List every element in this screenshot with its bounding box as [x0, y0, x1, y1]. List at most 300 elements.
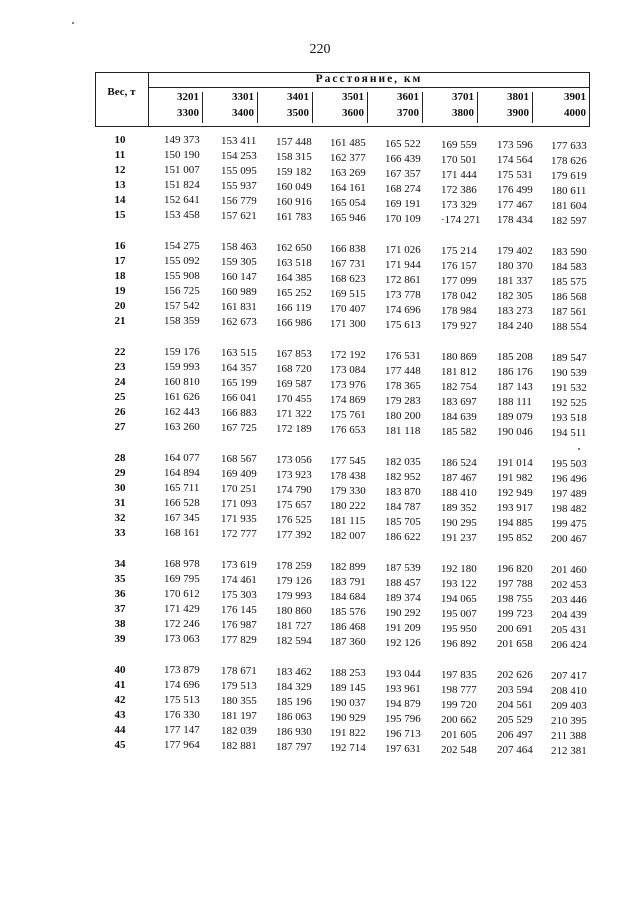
tariff-value: 186 468 — [330, 620, 366, 633]
tariff-value: 201 658 — [497, 638, 533, 651]
weight-label: 11 — [114, 149, 126, 161]
tariff-value: 178 042 — [441, 289, 477, 302]
tariff-value: 168 274 — [385, 182, 421, 195]
tariff-value: 175 214 — [441, 244, 477, 257]
tariff-value: 170 455 — [276, 392, 312, 405]
tariff-value: 189 145 — [330, 681, 366, 694]
distance-column-header — [533, 88, 590, 127]
weight-label: 27 — [114, 421, 126, 433]
tariff-value: 200 467 — [551, 533, 587, 546]
tariff-value: 182 035 — [385, 455, 421, 468]
tariff-value: 179 126 — [276, 574, 312, 587]
tariff-value: 174 790 — [276, 483, 312, 496]
weight-label: 43 — [114, 709, 126, 721]
weight-label: 39 — [114, 633, 126, 645]
tariff-value: 191 982 — [497, 472, 533, 485]
tariff-value: 173 063 — [164, 633, 200, 645]
weight-label: 31 — [114, 497, 126, 509]
tariff-value: 173 619 — [221, 558, 257, 571]
weight-label: 14 — [114, 194, 126, 206]
tariff-value: 165 946 — [330, 211, 366, 224]
distance-from: 3901 — [564, 91, 586, 103]
tariff-value: 171 026 — [385, 243, 421, 256]
weight-label: 18 — [114, 270, 126, 282]
tariff-value: 169 795 — [164, 573, 200, 585]
table-row — [0, 481, 640, 501]
distance-to: 3800 — [452, 107, 474, 119]
table-row — [0, 163, 640, 183]
tariff-value: 161 626 — [164, 391, 200, 403]
table-row — [0, 723, 640, 743]
tariff-value: 160 810 — [164, 376, 200, 388]
tariff-value: 183 273 — [497, 305, 533, 318]
scan-speck — [72, 22, 74, 24]
tariff-value: 165 054 — [330, 196, 366, 209]
table-row — [0, 148, 640, 168]
distance-to: 3500 — [287, 107, 309, 119]
tariff-value: 179 513 — [221, 679, 257, 692]
tariff-value: 171 429 — [164, 603, 200, 615]
weight-label: 25 — [114, 391, 126, 403]
tariff-value: 176 145 — [221, 603, 257, 616]
table-row — [0, 708, 640, 728]
tariff-value: 172 386 — [441, 183, 477, 196]
tariff-value: 202 626 — [497, 669, 533, 682]
distance-column-header — [148, 88, 203, 127]
tariff-value: 175 531 — [497, 169, 533, 182]
tariff-value: 168 623 — [330, 272, 366, 285]
tariff-value: 168 978 — [164, 558, 200, 570]
distance-from: 3501 — [342, 91, 364, 103]
weight-label: 35 — [114, 573, 126, 585]
weight-label: 15 — [114, 209, 126, 221]
tariff-value: 182 754 — [441, 380, 477, 393]
tariff-value: 177 448 — [385, 364, 421, 377]
weight-label: 36 — [114, 588, 126, 600]
table-row — [0, 602, 640, 622]
weight-label: 40 — [114, 664, 126, 676]
tariff-value: 153 458 — [164, 209, 200, 221]
table-row — [0, 269, 640, 289]
weight-label: 41 — [114, 679, 126, 691]
tariff-value: 169 515 — [330, 287, 366, 300]
tariff-value: 178 365 — [385, 379, 421, 392]
tariff-value: 164 357 — [221, 361, 257, 374]
tariff-value: 189 352 — [441, 501, 477, 514]
tariff-value: 160 989 — [221, 285, 257, 298]
table-row — [0, 632, 640, 652]
weight-label: 26 — [114, 406, 126, 418]
tariff-value: 204 561 — [497, 699, 533, 712]
tariff-value: 192 180 — [441, 562, 477, 575]
table-row — [0, 738, 640, 758]
tariff-value: 174 564 — [497, 154, 533, 167]
tariff-value: 185 575 — [551, 276, 587, 289]
distance-column-header — [423, 88, 478, 127]
weight-label: 13 — [114, 179, 126, 191]
tariff-value: 205 529 — [497, 714, 533, 727]
tariff-value: 181 812 — [441, 365, 477, 378]
tariff-value: 184 639 — [441, 410, 477, 423]
tariff-value: 170 501 — [441, 153, 477, 166]
tariff-value: 158 463 — [221, 240, 257, 253]
tariff-value: 171 935 — [221, 512, 257, 525]
table-row — [0, 405, 640, 425]
distance-column-header — [258, 88, 313, 127]
tariff-value: 195 950 — [441, 622, 477, 635]
tariff-value: 200 662 — [441, 713, 477, 726]
tariff-value: 192 126 — [385, 636, 421, 649]
weight-label: 38 — [114, 618, 126, 630]
tariff-value: 177 829 — [221, 633, 257, 646]
tariff-value: 151 824 — [164, 179, 200, 191]
table-row — [0, 284, 640, 304]
table-row — [0, 193, 640, 213]
tariff-value: 184 684 — [330, 590, 366, 603]
tariff-value: 156 725 — [164, 285, 200, 297]
tariff-value: 170 612 — [164, 588, 200, 600]
tariff-value: 161 783 — [276, 210, 312, 223]
tariff-value: 191 014 — [497, 457, 533, 470]
tariff-value: 186 568 — [551, 291, 587, 304]
weight-label: 32 — [114, 512, 126, 524]
tariff-value: 165 522 — [385, 137, 421, 150]
tariff-value: 160 049 — [276, 180, 312, 193]
table-row — [0, 390, 640, 410]
tariff-value: 165 199 — [221, 376, 257, 389]
tariff-value: 155 908 — [164, 270, 200, 282]
tariff-value: 191 822 — [330, 726, 366, 739]
tariff-value: 201 605 — [441, 728, 477, 741]
distance-from: 3601 — [397, 91, 419, 103]
weight-label: 23 — [114, 361, 126, 373]
tariff-value: 186 930 — [276, 725, 312, 738]
tariff-value: 162 443 — [164, 406, 200, 418]
tariff-value: 167 725 — [221, 421, 257, 434]
table-row — [0, 314, 640, 334]
tariff-value: 185 208 — [497, 351, 533, 364]
tariff-value: 173 923 — [276, 468, 312, 481]
tariff-value: 173 879 — [164, 664, 200, 676]
tariff-value: 192 714 — [330, 741, 366, 754]
tariff-value: 199 475 — [551, 518, 587, 531]
tariff-value: 156 779 — [221, 194, 257, 207]
tariff-value: 189 079 — [497, 411, 533, 424]
table-row — [0, 526, 640, 546]
table-row — [0, 299, 640, 319]
tariff-value: 164 077 — [164, 452, 200, 464]
tariff-value: 149 373 — [164, 134, 200, 146]
tariff-value: 180 860 — [276, 604, 312, 617]
tariff-value: 166 439 — [385, 152, 421, 165]
tariff-value: 177 545 — [330, 454, 366, 467]
table-row — [0, 208, 640, 228]
tariff-value: ·174 271 — [441, 213, 481, 226]
tariff-value: 197 788 — [497, 578, 533, 591]
tariff-value: 176 157 — [441, 259, 477, 272]
tariff-value: 193 961 — [385, 682, 421, 695]
weight-label: 22 — [114, 346, 126, 358]
tariff-value: 155 095 — [221, 164, 257, 177]
tariff-value: 194 065 — [441, 592, 477, 605]
tariff-value: 192 525 — [551, 397, 587, 410]
page-number: 220 — [309, 42, 331, 57]
tariff-value: 198 755 — [497, 593, 533, 606]
weight-label: 10 — [114, 134, 126, 146]
tariff-value: 172 189 — [276, 422, 312, 435]
tariff-value: 196 892 — [441, 637, 477, 650]
tariff-value: 177 467 — [497, 199, 533, 212]
tariff-value: 175 761 — [330, 408, 366, 421]
distance-to: 3400 — [232, 107, 254, 119]
tariff-value: 198 482 — [551, 503, 587, 516]
tariff-value: 185 196 — [276, 695, 312, 708]
tariff-value: 198 777 — [441, 683, 477, 696]
tariff-value: 157 448 — [276, 135, 312, 148]
tariff-value: 179 927 — [441, 319, 477, 332]
tariff-value: 176 525 — [276, 513, 312, 526]
tariff-value: 185 576 — [330, 605, 366, 618]
tariff-value: 187 561 — [551, 306, 587, 319]
tariff-value: 182 899 — [330, 560, 366, 573]
tariff-value: 191 237 — [441, 531, 477, 544]
tariff-value: 180 200 — [385, 409, 421, 422]
table-row — [0, 511, 640, 531]
tariff-value: 177 964 — [164, 739, 200, 751]
tariff-value: 162 377 — [330, 151, 366, 164]
tariff-value: 195 503 — [551, 458, 587, 471]
tariff-value: 188 111 — [497, 396, 532, 409]
table-row — [0, 375, 640, 395]
tariff-value: 161 831 — [221, 300, 257, 313]
tariff-value: 209 403 — [551, 700, 587, 713]
tariff-value: 181 118 — [385, 424, 421, 437]
tariff-value: 177 099 — [441, 274, 477, 287]
tariff-value: 187 360 — [330, 635, 366, 648]
tariff-value: 181 727 — [276, 619, 312, 632]
tariff-value: 179 619 — [551, 170, 587, 183]
tariff-value: 200 691 — [497, 623, 533, 636]
tariff-value: 190 037 — [330, 696, 366, 709]
table-row — [0, 587, 640, 607]
tariff-value: 194 511 — [551, 427, 587, 440]
tariff-value: 189 374 — [385, 591, 421, 604]
tariff-value: 181 115 — [330, 514, 366, 527]
distance-header-title: Расстояние, км — [315, 73, 423, 85]
tariff-value: 184 329 — [276, 680, 312, 693]
tariff-value: 157 621 — [221, 209, 257, 222]
tariff-value: 168 161 — [164, 527, 200, 539]
tariff-value: 171 944 — [385, 258, 421, 271]
tariff-value: 190 929 — [330, 711, 366, 724]
tariff-value: 190 295 — [441, 516, 477, 529]
tariff-value: 183 697 — [441, 395, 477, 408]
tariff-value: 173 596 — [497, 139, 533, 152]
weight-label: 42 — [114, 694, 126, 706]
tariff-value: 166 986 — [276, 316, 312, 329]
distance-from: 3301 — [232, 91, 254, 103]
table-row — [0, 345, 640, 365]
tariff-value: 167 357 — [385, 167, 421, 180]
table-row — [0, 663, 640, 683]
tariff-value: 188 410 — [441, 486, 477, 499]
tariff-value: 175 613 — [385, 318, 421, 331]
tariff-value: 203 446 — [551, 594, 587, 607]
table-row — [0, 572, 640, 592]
table-row — [0, 451, 640, 471]
tariff-value: 194 885 — [497, 517, 533, 530]
tariff-value: 178 438 — [330, 469, 366, 482]
tariff-value: 165 252 — [276, 286, 312, 299]
table-row — [0, 678, 640, 698]
tariff-value: 169 587 — [276, 377, 312, 390]
weight-label: 12 — [114, 164, 126, 176]
weight-label: 16 — [114, 240, 126, 252]
tariff-value: 157 542 — [164, 300, 200, 312]
tariff-value: 190 046 — [497, 426, 533, 439]
tariff-value: 177 633 — [551, 140, 587, 153]
weight-label: 21 — [114, 315, 126, 327]
distance-column-header — [478, 88, 533, 127]
tariff-value: 150 190 — [164, 149, 200, 161]
tariff-value: 183 791 — [330, 575, 366, 588]
tariff-value: 162 673 — [221, 315, 257, 328]
tariff-value: 186 176 — [497, 366, 533, 379]
tariff-value: 195 007 — [441, 607, 477, 620]
tariff-value: 162 650 — [276, 241, 312, 254]
tariff-value: 173 056 — [276, 453, 312, 466]
tariff-value: 177 147 — [164, 724, 200, 736]
tariff-value: 170 407 — [330, 302, 366, 315]
tariff-value: 180 355 — [221, 694, 257, 707]
tariff-value: 188 253 — [330, 666, 366, 679]
tariff-value: 158 315 — [276, 150, 312, 163]
distance-from: 3401 — [287, 91, 309, 103]
tariff-value: 167 853 — [276, 347, 312, 360]
tariff-value: 164 894 — [164, 467, 200, 479]
tariff-value: 182 881 — [221, 739, 257, 752]
tariff-value: 193 917 — [497, 502, 533, 515]
tariff-value: 179 330 — [330, 484, 366, 497]
tariff-value: 174 696 — [385, 303, 421, 316]
tariff-value: 159 176 — [164, 346, 200, 358]
distance-column-header — [203, 88, 258, 127]
tariff-value: 199 723 — [497, 608, 533, 621]
table-row — [0, 496, 640, 516]
tariff-value: 173 329 — [441, 198, 477, 211]
tariff-value: 169 409 — [221, 467, 257, 480]
tariff-value: 173 084 — [330, 363, 366, 376]
tariff-value: 186 063 — [276, 710, 312, 723]
tariff-value: 167 345 — [164, 512, 200, 524]
tariff-value: 211 388 — [551, 730, 587, 743]
weight-label: 44 — [114, 724, 126, 736]
tariff-value: 152 641 — [164, 194, 200, 206]
tariff-value: 151 007 — [164, 164, 200, 176]
tariff-value: 169 559 — [441, 138, 477, 151]
tariff-value: 184 240 — [497, 320, 533, 333]
tariff-value: 191 532 — [551, 382, 587, 395]
tariff-value: 181 197 — [221, 709, 257, 722]
tariff-value: 159 305 — [221, 255, 257, 268]
tariff-value: 182 952 — [385, 470, 421, 483]
weight-label: 37 — [114, 603, 126, 615]
tariff-value: 163 260 — [164, 421, 200, 433]
tariff-value: 196 820 — [497, 563, 533, 576]
weight-label: 30 — [114, 482, 126, 494]
tariff-value: 172 777 — [221, 527, 257, 540]
weight-label: 28 — [114, 452, 126, 464]
tariff-value: 184 583 — [551, 261, 587, 274]
tariff-value: 174 461 — [221, 573, 257, 586]
tariff-value: 171 444 — [441, 168, 477, 181]
tariff-value: 182 305 — [497, 290, 533, 303]
tariff-value: 180 611 — [551, 185, 587, 198]
tariff-value: 196 496 — [551, 473, 587, 486]
tariff-value: 178 259 — [276, 559, 312, 572]
tariff-value: 181 604 — [551, 200, 587, 213]
tariff-value: 181 337 — [497, 275, 533, 288]
tariff-value: 186 524 — [441, 456, 477, 469]
table-row — [0, 420, 640, 440]
tariff-value: 178 671 — [221, 664, 257, 677]
tariff-value: 180 222 — [330, 499, 366, 512]
tariff-value: 196 713 — [385, 727, 421, 740]
tariff-value: 207 464 — [497, 744, 533, 757]
tariff-value: 154 275 — [164, 240, 200, 252]
tariff-value: 164 385 — [276, 271, 312, 284]
tariff-value: 159 182 — [276, 165, 312, 178]
distance-from: 3801 — [507, 91, 529, 103]
tariff-value: 166 041 — [221, 391, 257, 404]
tariff-value: 189 547 — [551, 352, 587, 365]
tariff-value: 167 731 — [330, 257, 366, 270]
distance-column-header — [313, 88, 368, 127]
tariff-value: 161 485 — [330, 136, 366, 149]
tariff-value: 182 594 — [276, 634, 312, 647]
tariff-value: 202 453 — [551, 579, 587, 592]
weight-label: 45 — [114, 739, 126, 751]
weight-label: 17 — [114, 255, 126, 267]
tariff-value: 173 976 — [330, 378, 366, 391]
tariff-value: 170 109 — [385, 212, 421, 225]
tariff-value: 207 417 — [551, 670, 587, 683]
table-row — [0, 133, 640, 153]
tariff-value: 182 007 — [330, 529, 366, 542]
tariff-value: 179 283 — [385, 394, 421, 407]
tariff-value: 154 253 — [221, 149, 257, 162]
tariff-value: 172 861 — [385, 273, 421, 286]
tariff-value: 183 462 — [276, 665, 312, 678]
tariff-value: 187 467 — [441, 471, 477, 484]
tariff-value: 180 869 — [441, 350, 477, 363]
tariff-value: 175 657 — [276, 498, 312, 511]
tariff-value: 184 787 — [385, 500, 421, 513]
table-row — [0, 466, 640, 486]
tariff-value: 187 539 — [385, 561, 421, 574]
tariff-value: 175 513 — [164, 694, 200, 706]
weight-label: 24 — [114, 376, 126, 388]
tariff-value: 175 303 — [221, 588, 257, 601]
tariff-value: 193 044 — [385, 667, 421, 680]
distance-to: 3700 — [397, 107, 419, 119]
tariff-value: 186 622 — [385, 530, 421, 543]
weight-column-header: Вес, т — [107, 86, 136, 98]
tariff-value: 172 246 — [164, 618, 200, 630]
table-row — [0, 178, 640, 198]
tariff-value: 201 460 — [551, 564, 587, 577]
tariff-value: 187 143 — [497, 381, 533, 394]
